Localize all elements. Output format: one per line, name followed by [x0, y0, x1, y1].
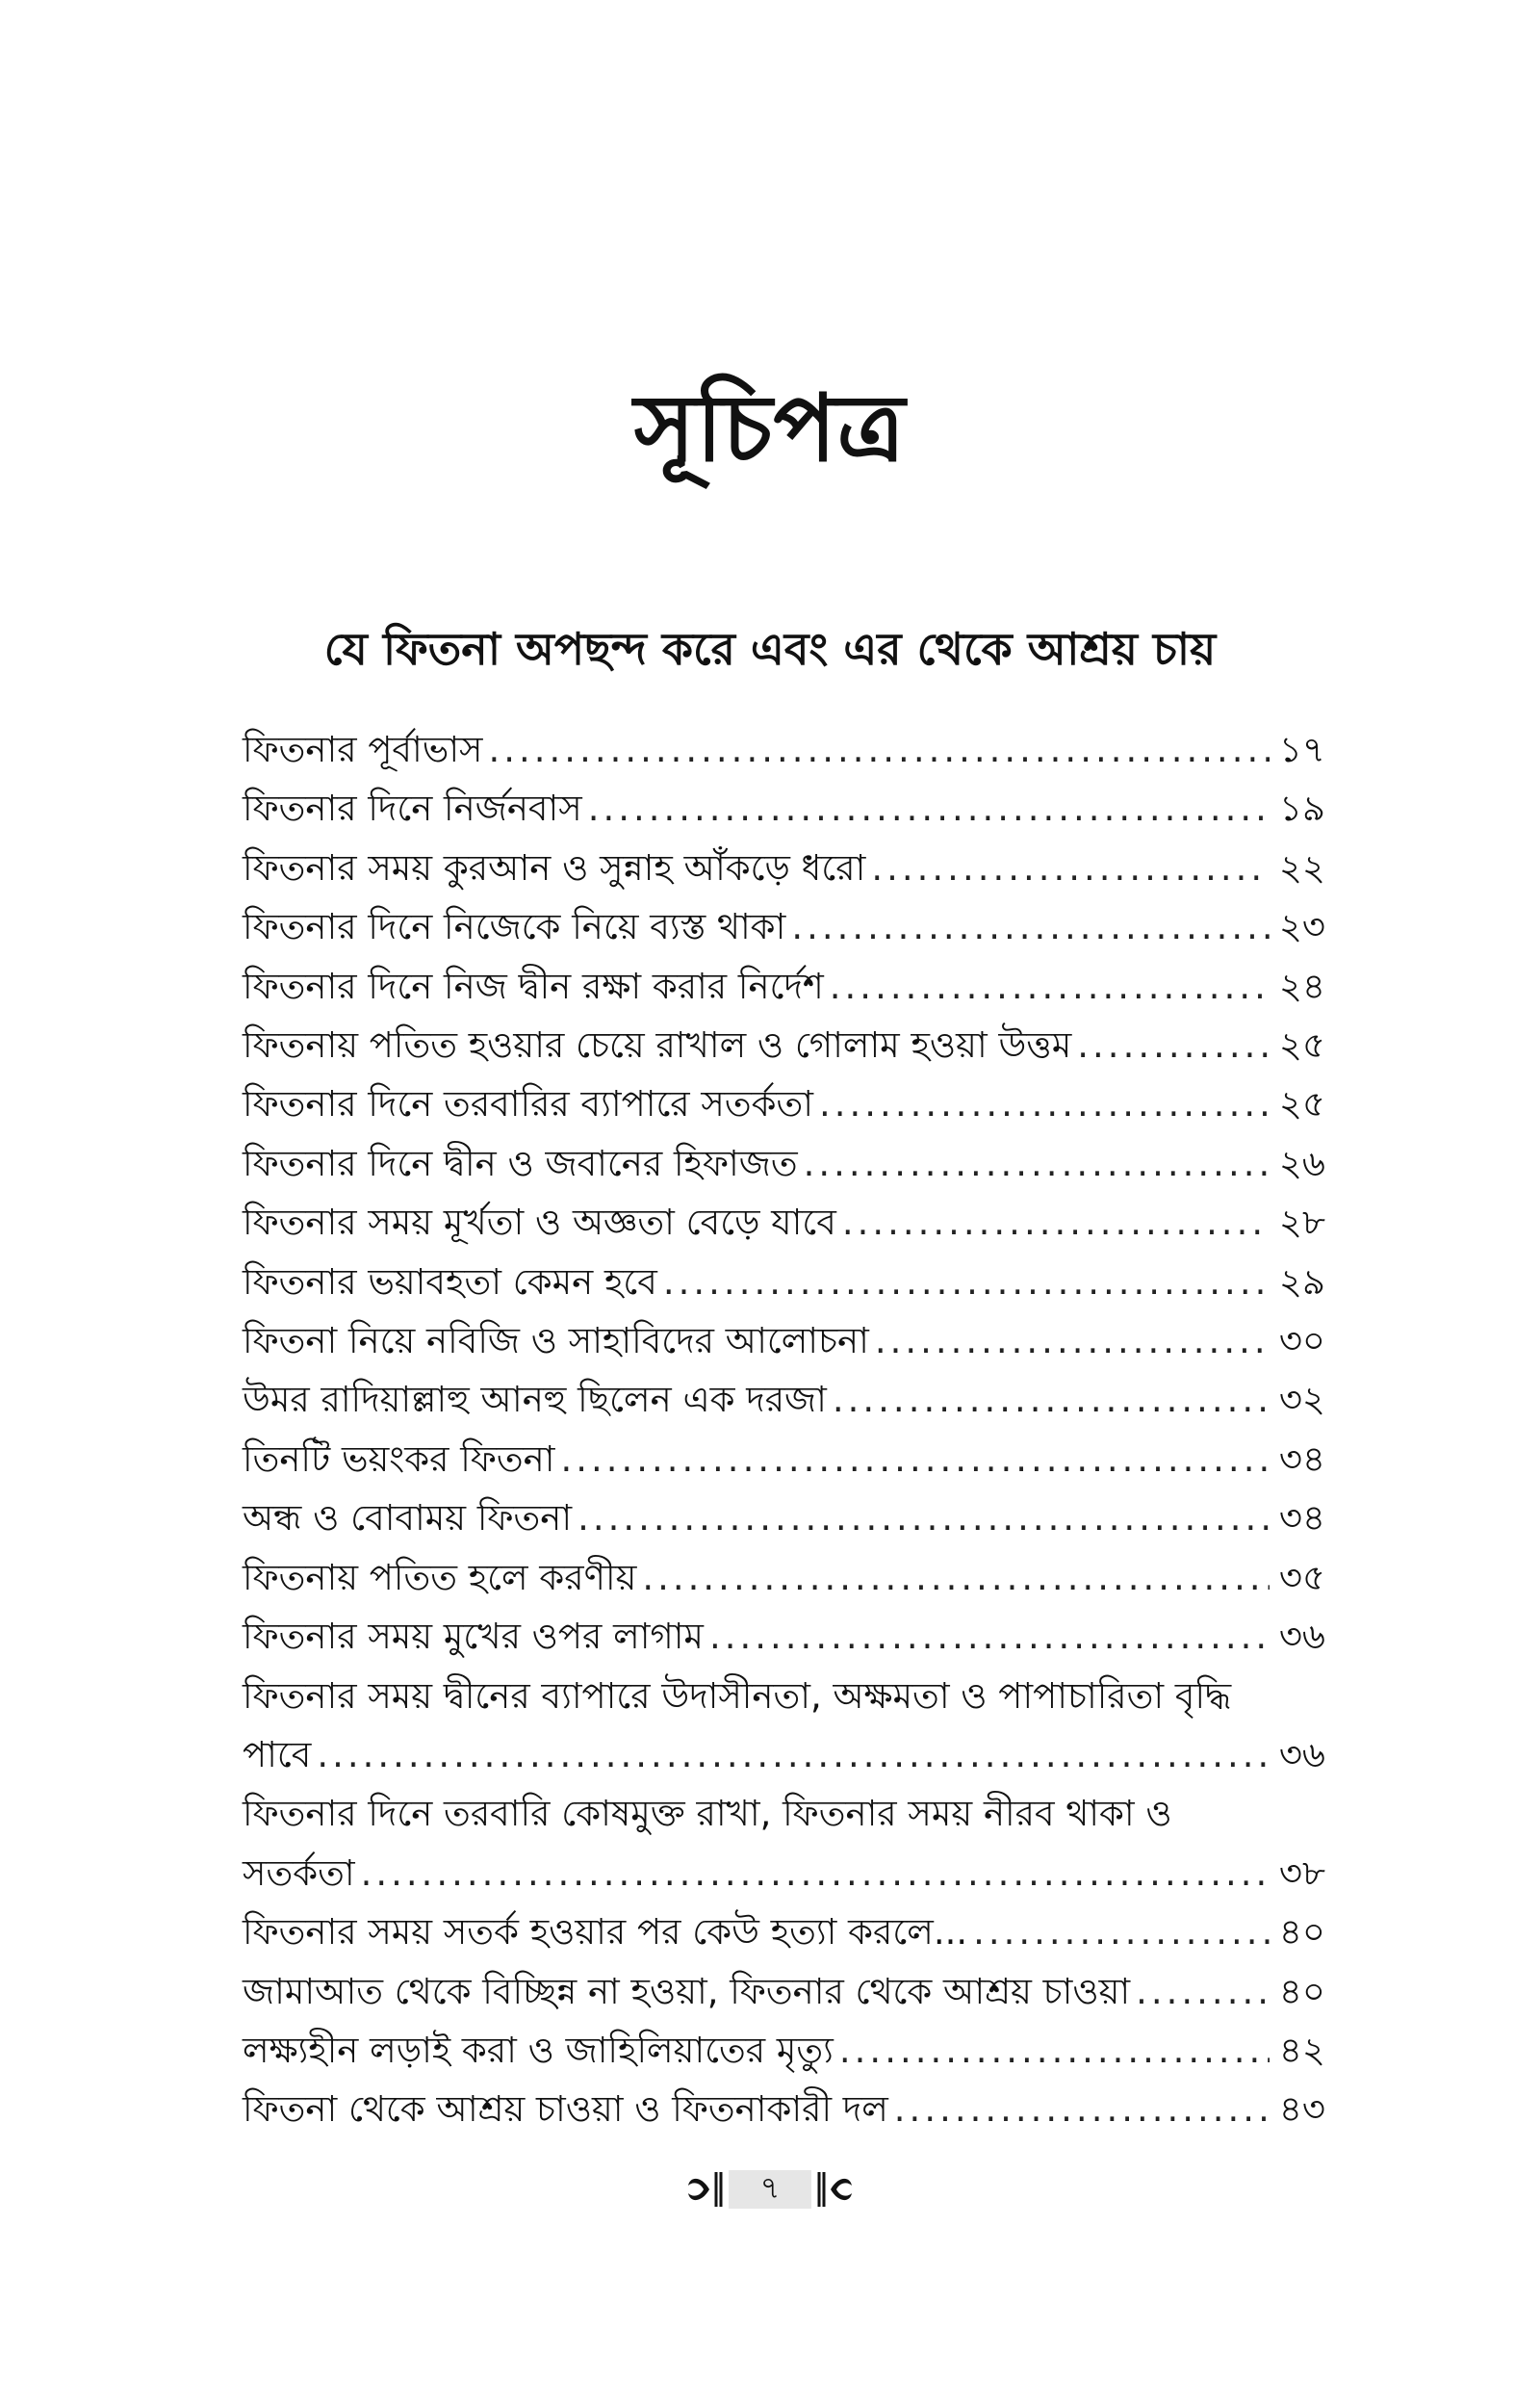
toc-entry-title: ফিতনার ভয়াবহতা কেমন হবে: [243, 1260, 657, 1303]
toc-entry-title: ফিতনার সময় কুরআন ও সুন্নাহ আঁকড়ে ধরো: [243, 846, 866, 889]
toc-dot-leader: [871, 839, 1270, 897]
toc-entry-title: ফিতনা থেকে আশ্রয় চাওয়া ও ফিতনাকারী দল: [243, 2088, 888, 2131]
toc-entry[interactable]: [243, 1016, 1325, 1074]
toc-dot-leader: [642, 1548, 1270, 1607]
section-heading: যে ফিতনা অপছন্দ করে এবং এর থেকে আশ্রয় চায়: [323, 623, 1217, 675]
toc-entry-page: ৩৫: [1278, 1556, 1325, 1598]
toc-entry-title: জামাআত থেকে বিচ্ছিন্ন না হওয়া, ফিতনার থেকে আশ্রয় চাওয়া: [243, 1970, 1131, 2012]
toc-entry[interactable]: [243, 1193, 1325, 1252]
toc-entry-page: ৪০: [1278, 1911, 1325, 1954]
toc-entry[interactable]: [243, 1370, 1325, 1429]
page-title: সূচিপত্র: [633, 375, 907, 482]
toc-entry-title: ফিতনার সময় সতর্ক হওয়ার পর কেউ হত্যা করলে...: [243, 1911, 968, 1954]
toc-dot-leader: [839, 2021, 1270, 2080]
toc-dot-leader: [830, 957, 1270, 1016]
toc-dot-leader: [791, 897, 1270, 956]
toc-entry-page: ১৯: [1278, 788, 1325, 830]
toc-entry[interactable]: [243, 1667, 1325, 1785]
toc-entry-page: ২৬: [1278, 1142, 1325, 1184]
toc-entry-page: ২৯: [1278, 1260, 1325, 1303]
toc-dot-leader: [588, 779, 1270, 838]
toc-entry[interactable]: [243, 779, 1325, 838]
toc-entry-title-line2: পাবে: [243, 1733, 312, 1775]
toc-entry-title: ফিতনা নিয়ে নবিজি ও সাহাবিদের আলোচনা: [243, 1320, 869, 1362]
toc-entry-title: ফিতনার দিনে দ্বীন ও জবানের হিফাজত: [243, 1142, 798, 1184]
toc-dot-leader: [894, 2080, 1270, 2138]
toc-entry[interactable]: [243, 1430, 1325, 1488]
toc-entry-page: ৩২: [1278, 1379, 1325, 1421]
page-footer: [0, 2168, 1540, 2211]
toc-entry[interactable]: [243, 1962, 1325, 2021]
toc-entry[interactable]: [243, 1607, 1325, 1666]
toc-dot-leader: [973, 1902, 1270, 1961]
toc-entry[interactable]: [243, 720, 1325, 779]
toc-dot-leader: [833, 1370, 1270, 1429]
toc-entry-title-line1: ফিতনার সময় দ্বীনের ব্যাপারে উদাসীনতা, অক্ষমতা ও পাপাচারিতা বৃদ্ধি: [243, 1674, 1232, 1717]
toc-dot-leader: [361, 1844, 1270, 1902]
floral-ornament-icon: [682, 2168, 725, 2211]
toc-dot-leader: [804, 1134, 1270, 1193]
toc-entry[interactable]: [243, 1784, 1325, 1902]
toc-entry-page: ৪৩: [1278, 2088, 1325, 2131]
toc-entry-page: ৩৬: [1278, 1616, 1325, 1658]
toc-entry-title-line1: ফিতনার দিনে তরবারি কোষমুক্ত রাখা, ফিতনার সময় নীরব থাকা ও: [243, 1793, 1172, 1835]
toc-dot-leader: [875, 1311, 1270, 1370]
toc-entry-title: ফিতনার সময় মূর্খতা ও অজ্ঞতা বেড়ে যাবে: [243, 1202, 836, 1244]
toc-entry[interactable]: [243, 2080, 1325, 2138]
toc-dot-leader: [819, 1074, 1270, 1133]
toc-entry-page: ৩৪: [1278, 1497, 1325, 1540]
toc-entry-page: ২৫: [1278, 1083, 1325, 1126]
toc-entry-page: ৩৬: [1278, 1733, 1325, 1775]
toc-entry-title: ফিতনার দিনে নির্জনবাস: [243, 788, 582, 830]
toc-entry[interactable]: [243, 1548, 1325, 1607]
toc-entry-page: ৪২: [1278, 2029, 1325, 2071]
toc-dot-leader: [663, 1253, 1270, 1311]
toc-entry-title: ফিতনায় পতিত হওয়ার চেয়ে রাখাল ও গোলাম হওয়া উত্তম: [243, 1024, 1072, 1067]
toc-entry[interactable]: [243, 1253, 1325, 1311]
toc-dot-leader: [1136, 1962, 1270, 2021]
toc-dot-leader: [317, 1725, 1270, 1784]
toc-dot-leader: [560, 1430, 1270, 1488]
table-of-contents: [243, 720, 1325, 2139]
toc-entry-title: ফিতনার দিনে নিজ দ্বীন রক্ষা করার নির্দেশ: [243, 965, 824, 1007]
toc-entry-page: ৩৪: [1278, 1437, 1325, 1480]
toc-entry-page: ২৩: [1278, 906, 1325, 948]
toc-entry-page: ৪০: [1278, 1970, 1325, 2012]
toc-entry[interactable]: [243, 957, 1325, 1016]
toc-entry-page: ২৫: [1278, 1024, 1325, 1067]
toc-entry-title: তিনটি ভয়ংকর ফিতনা: [243, 1437, 555, 1480]
toc-entry[interactable]: [243, 1074, 1325, 1133]
toc-entry-title: ফিতনার দিনে নিজেকে নিয়ে ব্যস্ত থাকা: [243, 906, 786, 948]
toc-entry-title: ফিতনার সময় মুখের ওপর লাগাম: [243, 1616, 704, 1658]
folio-frame: [682, 2168, 858, 2211]
toc-entry-page: ১৭: [1278, 729, 1325, 770]
toc-entry[interactable]: [243, 1311, 1325, 1370]
toc-entry-title: ফিতনায় পতিত হলে করণীয়: [243, 1556, 637, 1598]
toc-dot-leader: [489, 720, 1270, 779]
toc-entry-page: ৩৮: [1278, 1851, 1325, 1894]
page-number: ৭: [729, 2170, 811, 2209]
toc-entry[interactable]: [243, 2021, 1325, 2080]
toc-entry-title: ফিতনার দিনে তরবারির ব্যাপারে সতর্কতা: [243, 1083, 814, 1126]
toc-entry-title: ফিতনার পূর্বাভাস: [243, 729, 483, 770]
toc-entry-page: ৩০: [1278, 1320, 1325, 1362]
toc-entry[interactable]: [243, 897, 1325, 956]
toc-dot-leader: [709, 1607, 1270, 1666]
toc-dot-leader: [578, 1488, 1270, 1547]
toc-entry-title-line2: সতর্কতা: [243, 1851, 355, 1894]
toc-entry-title: উমর রাদিয়াল্লাহু আনহু ছিলেন এক দরজা: [243, 1379, 827, 1421]
toc-entry[interactable]: [243, 839, 1325, 897]
floral-ornament-icon: [815, 2168, 858, 2211]
toc-entry[interactable]: [243, 1488, 1325, 1547]
toc-dot-leader: [842, 1193, 1270, 1252]
toc-entry-title: অন্ধ ও বোবাময় ফিতনা: [243, 1497, 573, 1540]
toc-entry-page: ২২: [1278, 846, 1325, 889]
toc-entry-page: ২৪: [1278, 965, 1325, 1007]
toc-entry[interactable]: [243, 1902, 1325, 1961]
toc-entry-page: ২৮: [1278, 1202, 1325, 1244]
toc-entry[interactable]: [243, 1134, 1325, 1193]
toc-dot-leader: [1077, 1016, 1270, 1074]
toc-entry-title: লক্ষ্যহীন লড়াই করা ও জাহিলিয়াতের মৃত্যু: [243, 2029, 834, 2071]
